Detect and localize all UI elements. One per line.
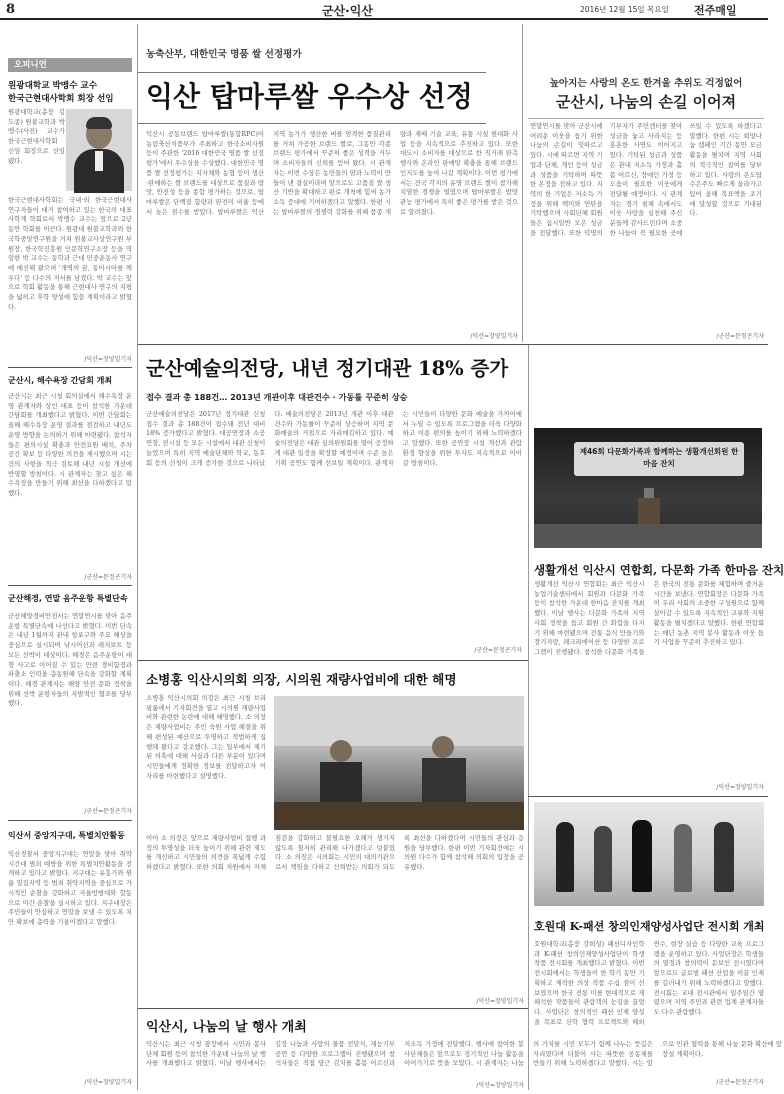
column-rule <box>137 24 138 1090</box>
divider <box>528 118 764 119</box>
article-headline: 군산예술의전당, 내년 정기대관 18% 증가 <box>146 357 509 380</box>
divider <box>8 585 132 586</box>
sidebar-headline: 군산시, 해수욕장 간담회 개최 <box>8 376 113 385</box>
article-body: 이어 소 의장은 앞으로 재량사업비 집행 과정의 투명성을 더욱 높이기 위해 관련 제도를 개선하고 시민들의 의견을 폭넓게 수렴하겠다고 밝혔다. 또한 의회 차원에서 자체 점검을 강화하고 불필요한 오해가 생기지 않도록 철저히 관리해 나가겠다고 덧붙였다. 소 의장은 시의회는 시민의 대의기관으로서 책임을 다하고 신뢰받는 의회가 되도록 최선을 다하겠다며 시민들의 관심과 응원을 당부했다. 한편 이번 기자회견에는 시의원 다수가 함께 참석해 의회의 입장을 공유했다. <box>146 834 524 872</box>
page-number: 8 <box>6 2 16 17</box>
article-headline: 생활개선 익산시 연합회, 다문화 가족 한마음 잔치 <box>534 563 784 577</box>
sidebar-headline: 익산서 중앙지구대, 특별치안활동 <box>8 831 125 840</box>
article-body: 생활개선 익산시 연합회는 최근 익산시농업기술센터에서 회원과 다문화 가족 등이 참석한 가운데 한마음 잔치를 개최했다. 이날 행사는 다문화 가족의 지역 사회 정착을 돕고 회원 간 화합을 다지기 위해 마련됐으며 전통 음식 만들기와 장기자랑, 레크리에이션 등 다양한 프로그램이 진행됐다. 참석한 다문화 가족들은 한국의 전통 문화를 체험하며 즐거운 시간을 보냈다. 연합회장은 다문화 가족이 우리 사회의 소중한 구성원으로 함께 살아갈 수 있도록 지속적인 교류와 지원 활동을 펼치겠다고 말했다. 한편 연합회는 매년 농촌 지역 봉사 활동과 이웃 돕기 사업을 꾸준히 추진하고 있다. <box>534 580 764 656</box>
sidebar-body: 익산경찰서 중앙지구대는 연말을 맞아 취약 시간대 범죄 예방을 위한 특별치안활동을 전개하고 있다고 밝혔다. 지구대는 유흥가와 원룸 밀집지역 등 범죄 취약지역을 중심으로 가시적인 순찰을 강화하고 자율방범대와 합동으로 야간 순찰을 실시하고 있다. 지구대장은 주민들이 안심하고 연말을 보낼 수 있도록 치안 확보에 총력을 기울이겠다고 말했다. <box>8 850 132 926</box>
byline: /군산=문정곤기자 <box>716 333 764 340</box>
sidebar-body: 군산해양경비안전서는 연말연시를 맞아 음주운항 특별단속에 나선다고 밝혔다. 이번 단속은 내년 1월까지 관내 항포구와 주요 해상을 중심으로 실시되며 낚시어선과 레저보트 등 모든 선박이 대상이다. 해경은 음주운항이 대형 사고로 이어질 수 있는 만큼 경비함정과 파출소 인력을 총동원해 단속을 강화할 계획이다. 해경 관계자는 해양 안전 문화 정착을 위해 선박 운항자들의 자발적인 협조를 당부했다. <box>8 612 132 708</box>
article-body: 호원대학교(총장 강희성) 패션디자인학과 K-패션 창의인재양성사업단이 학생 작품 전시회를 개최했다고 밝혔다. 이번 전시회에서는 학생들이 한 학기 동안 기획하고 제작한 의상 작품 수십 점이 선보였으며 한국 전통 미를 현대적으로 재해석한 작품들이 관람객의 눈길을 끌었다. 사업단은 창의적인 패션 인재 양성을 목표로 산학 협력 프로젝트와 해외 연수, 현장 실습 등 다양한 교육 프로그램을 운영하고 있다. 사업단장은 학생들의 열정과 창의력이 돋보인 전시였다며 앞으로도 글로벌 패션 산업을 이끌 인재를 길러내기 위해 노력하겠다고 말했다. 전시회는 교내 전시관에서 일주일간 열렸으며 지역 주민과 관련 업계 관계자들도 다수 관람했다. <box>534 940 764 1026</box>
divider <box>8 820 132 821</box>
byline: /군산=문정곤기자 <box>716 1079 764 1086</box>
article-headline: 호원대 K-패션 창의인재양성사업단 전시회 개최 <box>534 920 765 933</box>
column-rule <box>522 24 523 342</box>
sidebar-body: 군산시는 최근 시청 회의실에서 해수욕장 운영 관계자와 상인 대표 등이 참석한 가운데 간담회를 개최했다고 밝혔다. 이번 간담회는 올해 해수욕장 운영 결과를 점검하고 내년도 운영 방향을 논의하기 위해 마련됐다. 참석자들은 편의시설 확충과 안전요원 배치, 주차 공간 확보 등 다양한 의견을 제시했으며 시는 건의 사항을 적극 검토해 내년 시설 개선에 반영할 방침이다. 시 관계자는 찾고 싶은 해수욕장을 만들기 위해 최선을 다하겠다고 말했다. <box>8 392 132 498</box>
newspaper-name: 전주매일 <box>694 4 737 17</box>
article-subhead: 접수 결과 총 188건… 2013년 개관이후 대관건수 · 가동률 꾸준히 상승 <box>146 392 408 402</box>
divider <box>528 796 768 797</box>
masthead-rule <box>0 18 768 20</box>
article-body: 익산시는 최근 시청 광장에서 시민과 봉사단체 회원 등이 참석한 가운데 나눔의 날 행사를 개최했다고 밝혔다. 이날 행사에서는 김장 나눔과 사랑의 물품 전달식, 재능기부 공연 등 다양한 프로그램이 진행됐으며 참석자들은 직접 담근 김치를 홀몸 어르신과 저소득 가정에 전달했다. 행사에 참여한 봉사단체들은 앞으로도 정기적인 나눔 활동을 이어가기로 뜻을 모았다. 시 관계자는 나눔의 가치를 시민 모두가 함께 나누는 뜻깊은 자리였다며 더불어 사는 따뜻한 공동체를 만들기 위해 노력하겠다고 말했다. 시는 앞으로 민관 협력을 통해 나눔 문화 확산에 앞장설 계획이다. <box>146 1040 782 1068</box>
section-label: 오피니언 <box>8 58 132 72</box>
byline: /익산=장양일기자 <box>476 998 524 1005</box>
byline: /익산=장양일기자 <box>716 784 764 791</box>
divider <box>138 660 528 661</box>
byline: /익산=장양일기자 <box>84 356 132 363</box>
section-title: 군산·익산 <box>322 4 373 18</box>
byline: /익산=장양일기자 <box>84 1079 132 1086</box>
event-photo <box>534 428 762 548</box>
divider <box>8 367 132 368</box>
article-body: 소병홍 익산시의회 의장은 최근 시청 브리핑룸에서 기자회견을 열고 시의원 재량사업비와 관련한 논란에 대해 해명했다. 소 의장은 재량사업비는 주민 숙원 사업 해결을 위해 편성된 예산으로 투명하고 적법하게 집행돼 왔다고 강조했다. 그는 일부에서 제기된 의혹에 대해 사실과 다른 부분이 있다며 시민들에게 정확한 정보를 전달하고자 이 자리를 마련했다고 설명했다. <box>146 694 266 780</box>
sidebar-lead: 원광대학교(총장 김도종) 원불교학과 박맹수(사진) 교수가 한국근현대사학회 신임 회장으로 선임됐다. <box>8 108 65 165</box>
divider <box>138 344 768 345</box>
press-conference-photo <box>274 696 524 830</box>
photo-banner: 제46회 다문화가족과 함께하는 생활개선회원 한마음 잔치 <box>579 447 739 468</box>
article-headline: 소병홍 익산시의회 의장, 시의원 재량사업비에 대한 해명 <box>146 672 457 687</box>
article-headline: 익산 탑마루쌀 우수상 선정 <box>146 80 473 113</box>
byline: /군산=문정곤기자 <box>84 574 132 581</box>
column-rule <box>528 345 529 1090</box>
byline: /익산=장양일기자 <box>476 1082 524 1089</box>
article-kicker: 높아지는 사랑의 온도 한겨울 추위도 걱정없어 <box>549 78 743 89</box>
article-body: 익산시 공동브랜드 탑마루쌀(통합RPC)이 농림축산식품부가 주최하고 한국소비자원 등이 주관한 '2016 대한민국 명품 쌀 선정평가'에서 우수상을 수상했다. 대한민국 명품 쌀 선정평가는 지자체와 농협 등이 생산·판매하는 쌀 브랜드를 대상으로 품질과 밥맛, 안전성 등을 종합 평가하는 것으로, 탑마루쌀은 단백질 함량과 완전미 비율 등에서 높은 점수를 받았다. 탑마루쌀은 익산 지역 농가가 생산한 벼를 엄격한 품질관리를 거쳐 가공한 브랜드 쌀로, 그동안 각종 브랜드 평가에서 꾸준히 좋은 성적을 거두며 소비자들의 신뢰를 얻어 왔다. 시 관계자는 이번 수상은 농민들의 땀과 노력이 만들어 낸 결실이라며 앞으로도 고품질 쌀 생산 기반을 확대하고 판로 개척에 힘써 농가 소득 증대에 기여하겠다고 말했다. 한편 시는 탑마루쌀의 경쟁력 강화를 위해 품종 개량과 재배 기술 교육, 유통 시설 현대화 사업 등을 지속적으로 추진하고 있다. 또한 대도시 소비자를 대상으로 한 직거래 판촉 행사와 온라인 판매망 확충을 통해 브랜드 인지도를 높여 나갈 계획이다. 이번 평가에서는 전국 각지의 유명 브랜드 쌀이 참가해 치열한 경쟁을 벌였으며 탑마루쌀은 밥맛 관능 평가에서 특히 좋은 평가를 받은 것으로 알려졌다. <box>146 130 518 216</box>
exhibition-photo <box>534 802 764 906</box>
article-body: 군산예술의전당은 2017년 정기대관 신청 접수 결과 총 188건이 접수돼 전년 대비 18% 증가했다고 밝혔다. 대공연장과 소공연장, 전시실 등 모든 시설에서 대관 신청이 늘었으며 특히 지역 예술단체와 학교, 동호회 등의 신청이 크게 증가한 것으로 나타났다. 예술의전당은 2013년 개관 이후 대관 건수와 가동률이 꾸준히 상승하며 지역 문화예술의 거점으로 자리매김하고 있다. 예술의전당은 대관 심의위원회를 열어 공정하게 대관 일정을 확정할 예정이며 수준 높은 기획 공연도 함께 선보일 계획이다. 관계자는 시민들이 다양한 문화 예술을 가까이에서 누릴 수 있도록 프로그램을 더욱 다양화하고 이용 편의를 높이기 위해 노력하겠다고 말했다. 또한 공연장 시설 개선과 관람 환경 향상을 위한 투자도 지속적으로 이어갈 방침이다. <box>146 410 522 467</box>
article-headline: 군산시, 나눔의 손길 이어져 <box>555 93 737 111</box>
article-kicker: 농축산부, 대한민국 명품 쌀 선정평가 <box>146 49 302 60</box>
byline: /군산=문정곤기자 <box>84 808 132 815</box>
issue-date: 2016년 12월 15일 목요일 <box>580 5 669 14</box>
sidebar-headline: 군산해경, 연말 음주운항 특별단속 <box>8 594 128 603</box>
portrait-photo <box>66 109 132 191</box>
sidebar-headline: 원광대학교 박맹수 교수 <box>8 81 97 91</box>
article-headline: 익산시, 나눔의 날 행사 개최 <box>146 1020 307 1035</box>
byline: /익산=장양일기자 <box>470 333 518 340</box>
sidebar-body: 한국근현대사학회는 국내·외 한국근현대사 연구자들이 대거 참여하고 있는 한국의 대표 사학계 학회로서 박맹수 교수는 앞으로 2년 동안 학회를 이끈다. 원광대 원불교학과와 한국학중앙연구원을 거쳐 원불교사상연구원 부원장, 한국학진흥원 인문학연구소장 등을 역임한 박 교수는 동학과 근대 민중운동사 연구에 매진해 왔으며 '개벽의 꿈, 동아시아를 깨우다' 등 다수의 저서를 남겼다. 박 교수는 앞으로 학회 활동을 통해 근현대사 연구의 지평을 넓히고 후학 양성에 힘쓸 계획이라고 밝혔다. <box>8 196 132 311</box>
byline: /군산=문정곤기자 <box>474 647 522 654</box>
divider <box>138 1008 528 1009</box>
sidebar-headline: 한국근현대사학회 회장 선임 <box>8 94 114 104</box>
article-body: 연말연시를 맞아 군산시에 어려운 이웃을 돕기 위한 나눔의 손길이 잇따르고 있다. 시에 따르면 지역 기업과 단체, 개인 등이 성금과 성품을 기탁하며 따뜻한 온정을 전하고 있다. 지역의 한 기업은 저소득 가정을 위해 백미와 연탄을 기탁했으며 사회단체 회원들은 십시일반 모은 성금을 전달했다. 또한 익명의 기부자가 주민센터를 찾아 성금을 놓고 사라지는 등 훈훈한 사연도 이어지고 있다. 기탁된 성금과 성품은 관내 저소득 가정과 홀몸 어르신, 장애인 가정 등 도움이 필요한 이웃에게 전달될 예정이다. 시 관계자는 경기 침체 속에서도 이웃 사랑을 실천해 주신 분들께 감사드린다며 소중한 나눔이 꼭 필요한 곳에 쓰일 수 있도록 하겠다고 말했다. 한편 시는 희망나눔 캠페인 기간 동안 모금 활동을 펼치며 지역 사회의 적극적인 참여를 당부하고 있다. 사랑의 온도탑 수은주도 빠르게 올라가고 있어 올해 목표액을 조기에 달성할 것으로 기대된다. <box>530 122 762 237</box>
